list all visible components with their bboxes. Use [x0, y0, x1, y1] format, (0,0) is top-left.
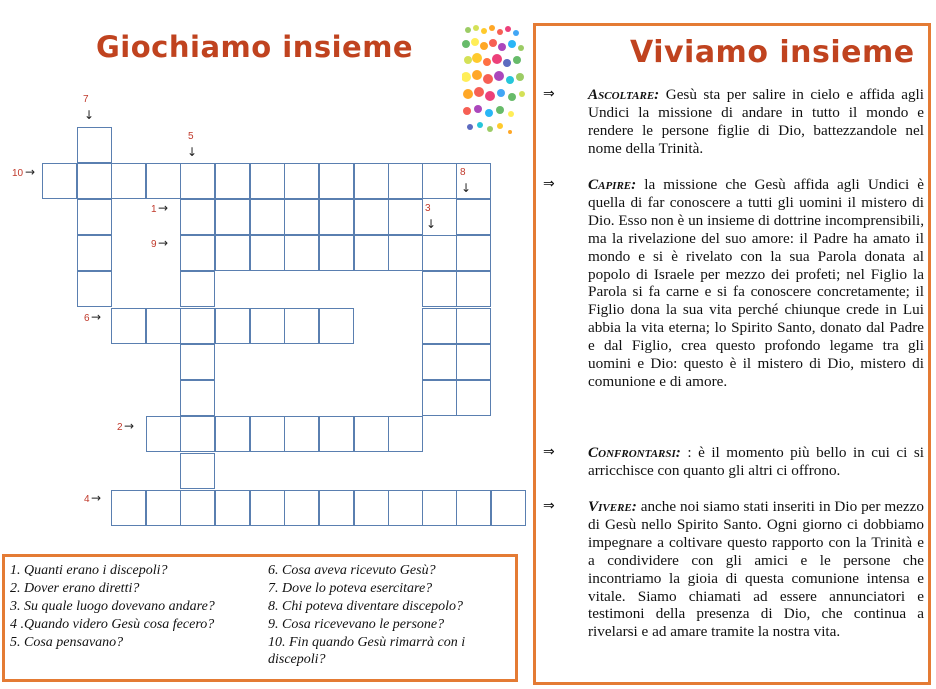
clue-7: 7. Dove lo poteva esercitare? [268, 581, 433, 596]
right-title: Viviamo insieme [630, 35, 915, 70]
crossword-cell[interactable] [456, 235, 491, 271]
crossword-cell[interactable] [250, 235, 285, 271]
clue-number-1: 1 [151, 204, 157, 215]
keyword-vivere: Vivere: [588, 498, 637, 515]
crossword-cell[interactable] [77, 163, 112, 199]
crossword-cell[interactable] [456, 380, 491, 416]
clue-10: 10. Fin quando Gesù rimarrà con i discepoli? [268, 635, 466, 667]
crossword-cell[interactable] [111, 163, 146, 199]
crossword-cell[interactable] [319, 163, 354, 199]
crossword-cell[interactable] [388, 199, 423, 235]
clue-2: 2. Dover erano diretti? [10, 581, 140, 596]
clue-number-2: 2 [117, 422, 123, 433]
section-ascoltare-text: Gesù sta per salire in cielo e affida agli Undici la missione di andare in tutto il mondo e rendere le persone figlie di Dio, battezzandole nel nome della Trinità. [588, 86, 924, 157]
clue-1: 1. Quanti erano i discepoli? [10, 563, 168, 578]
section-ascoltare [588, 86, 924, 158]
crossword-cell[interactable] [456, 344, 491, 380]
clue-number-7: 7 [83, 94, 89, 105]
section-vivere [588, 498, 924, 641]
crossword-cell[interactable] [319, 416, 354, 452]
keyword-capire: Capire: [588, 176, 637, 193]
crossword-cell[interactable] [456, 199, 491, 235]
clue-9: 9. Cosa ricevevano le persone? [268, 617, 445, 632]
crossword-cell[interactable] [354, 235, 389, 271]
crossword-cell[interactable] [354, 199, 389, 235]
arrow-down-icon: ↓ [426, 217, 437, 231]
crossword-cell[interactable] [180, 380, 215, 416]
arrow-right-icon: → [91, 310, 102, 324]
clue-3: 3. Su quale luogo dovevano andare? [10, 599, 215, 614]
crossword-cell[interactable] [491, 490, 526, 526]
crossword-cell[interactable] [42, 163, 77, 199]
clue-number-4: 4 [84, 494, 90, 505]
crossword-cell[interactable] [77, 199, 112, 235]
clue-number-10: 10 [12, 168, 24, 179]
crossword-cell[interactable] [456, 490, 491, 526]
crossword-cell[interactable] [215, 163, 250, 199]
clue-number-9: 9 [151, 239, 157, 250]
crossword-cell[interactable] [422, 163, 457, 199]
clue-number-8: 8 [460, 167, 466, 178]
left-title: Giochiamo insieme [96, 30, 414, 64]
arrow-right-icon: → [124, 419, 135, 433]
crossword-cell[interactable] [250, 163, 285, 199]
keyword-confrontarsi: Confrontarsi: [588, 444, 681, 461]
crossword-cell[interactable] [422, 235, 457, 271]
crossword-cell[interactable] [146, 308, 181, 344]
crossword-cell[interactable] [180, 453, 215, 489]
crossword-cell[interactable] [284, 308, 319, 344]
arrow-down-icon: ↓ [461, 181, 472, 195]
arrow-down-icon: ↓ [84, 108, 95, 122]
crossword-cell[interactable] [146, 490, 181, 526]
clue-5: 5. Cosa pensavano? [10, 635, 124, 650]
crossword-cell[interactable] [146, 163, 181, 199]
crossword-cell[interactable] [180, 308, 215, 344]
crossword-cell[interactable] [284, 490, 319, 526]
arrow-right-icon: → [91, 491, 102, 505]
arrow-bullet-icon: ⇒ [543, 86, 555, 102]
crossword-cell[interactable] [422, 490, 457, 526]
crossword-cell[interactable] [215, 308, 250, 344]
crossword-cell[interactable] [146, 416, 181, 452]
arrow-bullet-icon: ⇒ [543, 498, 555, 514]
crossword-cell[interactable] [180, 163, 215, 199]
arrow-right-icon: → [158, 201, 169, 215]
crossword-cell[interactable] [354, 416, 389, 452]
section-vivere-text: anche noi siamo stati inseriti in Dio per mezzo di Gesù nello Spirito Santo. Ogni giorno ci dobbiamo impegnare a coltivare questo rapporto con la Trinità e a condividere con gli amici e le persone che incontriamo la gioia di questa comunione intensa e vitale. Siamo chiamati ad essere annunciatori e testimoni della presenza di Dio, che continua a rivelarsi e ad amare tramite la nostra vita. [588, 498, 924, 641]
arrow-bullet-icon: ⇒ [543, 444, 555, 460]
clue-number-6: 6 [84, 313, 90, 324]
clue-number-3: 3 [425, 203, 431, 214]
clue-4: 4 .Quando videro Gesù cosa fecero? [10, 617, 215, 632]
section-capire-text: la missione che Gesù affida agli Undici è quella di far conoscere a tutti gli uomini il mistero di Dio. Esso non è un insieme di dottrine incomprensibili, ma la rivelazione del suo amore: il Padre ha amato il mondo e si è rivelato con la sua Parola donata al popolo di Israele per mezzo dei profeti; nel Figlio la Parola si fa carne e si fa conoscere concretamente; il Figlio dona la sua vita perché chiunque crede in Lui abbia la vita eterna; lo Spirito Santo, donato dal Padre e dal Figlio, crea questo profondo legame tra gli uomini e Dio: questo è il mistero di Dio, mistero di comunione e di amore. [588, 176, 924, 390]
arrow-right-icon: → [158, 236, 169, 250]
decorative-swirl-image [462, 22, 526, 142]
crossword-cell[interactable] [284, 235, 319, 271]
crossword-cell[interactable] [456, 271, 491, 307]
crossword-cell[interactable] [215, 199, 250, 235]
crossword-cell[interactable] [422, 380, 457, 416]
crossword-cell[interactable] [422, 271, 457, 307]
section-capire [588, 176, 924, 391]
crossword-cell[interactable] [111, 308, 146, 344]
crossword-cell[interactable] [77, 235, 112, 271]
arrow-down-icon: ↓ [187, 145, 198, 159]
crossword-cell[interactable] [111, 490, 146, 526]
crossword-cell[interactable] [319, 308, 354, 344]
crossword-cell[interactable] [319, 235, 354, 271]
crossword-cell[interactable] [180, 199, 215, 235]
crossword-cell[interactable] [250, 416, 285, 452]
crossword-cell[interactable] [180, 416, 215, 452]
crossword-cell[interactable] [284, 199, 319, 235]
crossword-cell[interactable] [215, 490, 250, 526]
crossword-cell[interactable] [284, 163, 319, 199]
clue-6: 6. Cosa aveva ricevuto Gesù? [268, 563, 436, 578]
crossword-cell[interactable] [388, 416, 423, 452]
clue-number-5: 5 [188, 131, 194, 142]
keyword-ascoltare: Ascoltare: [588, 86, 660, 103]
crossword-cell[interactable] [354, 490, 389, 526]
crossword-cell[interactable] [180, 271, 215, 307]
crossword-cell[interactable] [388, 163, 423, 199]
crossword-cell[interactable] [250, 308, 285, 344]
crossword-cell[interactable] [422, 308, 457, 344]
crossword-cell[interactable] [77, 127, 112, 163]
crossword-cell[interactable] [77, 271, 112, 307]
crossword-cell[interactable] [215, 416, 250, 452]
crossword-cell[interactable] [422, 344, 457, 380]
crossword-cell[interactable] [180, 344, 215, 380]
crossword-cell[interactable] [388, 235, 423, 271]
crossword-cell[interactable] [180, 490, 215, 526]
crossword-cell[interactable] [250, 199, 285, 235]
section-confrontarsi-text: : è il momento più bello in cui ci si arricchisce con quanto gli altri ci offrono. [588, 444, 924, 479]
arrow-bullet-icon: ⇒ [543, 176, 555, 192]
crossword-cell[interactable] [388, 490, 423, 526]
crossword-cell[interactable] [250, 490, 285, 526]
crossword-cell[interactable] [319, 199, 354, 235]
crossword-cell[interactable] [180, 235, 215, 271]
arrow-right-icon: → [25, 165, 36, 179]
crossword-cell[interactable] [354, 163, 389, 199]
crossword-cell[interactable] [456, 308, 491, 344]
section-confrontarsi [588, 444, 924, 480]
clue-8: 8. Chi poteva diventare discepolo? [268, 599, 464, 614]
crossword-cell[interactable] [319, 490, 354, 526]
crossword-cell[interactable] [284, 416, 319, 452]
crossword-cell[interactable] [215, 235, 250, 271]
